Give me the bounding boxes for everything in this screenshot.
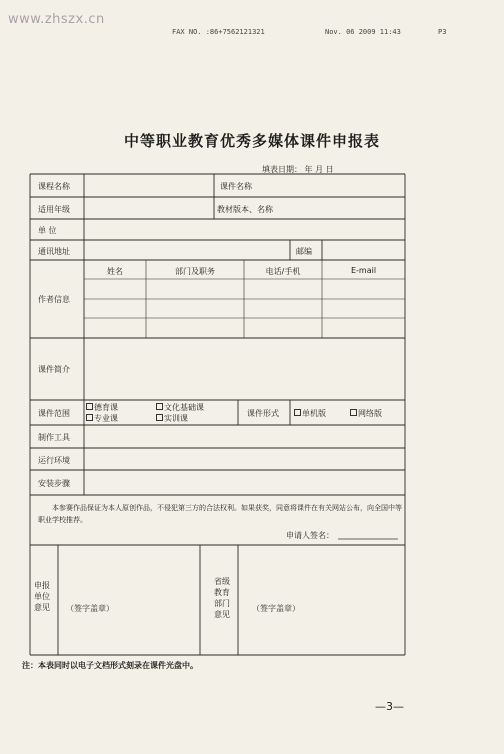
author-dept-header: 部门及职务: [175, 267, 215, 276]
checkbox-icon: [86, 414, 93, 421]
applicant-label: 申请人签名：: [286, 531, 334, 540]
culture-option-label: 文化基础课: [164, 403, 204, 412]
author-name-header: 姓名: [107, 267, 123, 276]
signature-line: [338, 538, 398, 540]
page-number: —3—: [375, 700, 404, 713]
practice-option-label: 实训课: [164, 414, 188, 423]
intro-label: 课件简介: [38, 365, 70, 374]
provincial-dept-label: 省级教育部门意见: [214, 577, 230, 619]
major-option-label: 专业课: [94, 414, 118, 423]
fax-date: Nov. 06 2009 11:43: [325, 28, 401, 36]
scope-label: 课件范围: [38, 409, 70, 418]
culture-option[interactable]: [156, 402, 204, 413]
grade-label: 适用年级: [38, 205, 70, 214]
author-phone-header: 电话/手机: [265, 267, 301, 276]
checkbox-icon: [294, 409, 301, 416]
unit-label: 单 位: [38, 226, 57, 235]
course-name-label: 课程名称: [38, 182, 70, 191]
fax-header: FAX NO. :86+7562121321: [172, 28, 265, 36]
web-option[interactable]: [350, 408, 382, 419]
practice-option[interactable]: [156, 413, 188, 424]
reporting-unit-label: 申报单位意见: [34, 581, 50, 612]
checkbox-icon: [156, 403, 163, 410]
standalone-option[interactable]: [294, 408, 326, 419]
fill-date: 填表日期： 年 月 日: [262, 165, 334, 174]
seal-text-2: （签字盖章）: [252, 604, 300, 613]
declaration-text: [38, 502, 403, 526]
web-option-label: 网络版: [358, 409, 382, 418]
courseware-name-label: 课件名称: [220, 182, 252, 191]
author-info-label: 作者信息: [38, 295, 70, 304]
watermark: www.zhszx.cn: [8, 12, 105, 27]
env-label: 运行环境: [38, 456, 70, 465]
form-title: 中等职业教育优秀多媒体课件申报表: [123, 132, 380, 150]
fax-page: P3: [438, 28, 447, 36]
standalone-option-label: 单机版: [302, 409, 326, 418]
checkbox-icon: [86, 403, 93, 410]
tools-label: 制作工具: [38, 433, 70, 442]
seal-text-1: （签字盖章）: [66, 604, 114, 613]
moral-option[interactable]: [86, 402, 118, 413]
form-label: 课件形式: [247, 409, 279, 418]
major-option[interactable]: [86, 413, 118, 424]
address-label: 通讯地址: [38, 247, 70, 256]
declaration-body: 本参赛作品保证为本人原创作品，不侵犯第三方的合法权利。如果获奖，同意将课件在有关网站公布，向全国中等职业学校推荐。: [38, 504, 402, 524]
postcode-label: 邮编: [296, 247, 312, 256]
textbook-label: 教材版本、名称: [217, 205, 273, 214]
footnote: 注：本表同时以电子文档形式刻录在课件光盘中。: [22, 661, 198, 670]
checkbox-icon: [156, 414, 163, 421]
install-label: 安装步骤: [38, 479, 70, 488]
author-email-header: E-mail: [350, 266, 377, 275]
moral-option-label: 德育课: [94, 403, 118, 412]
checkbox-icon: [350, 409, 357, 416]
